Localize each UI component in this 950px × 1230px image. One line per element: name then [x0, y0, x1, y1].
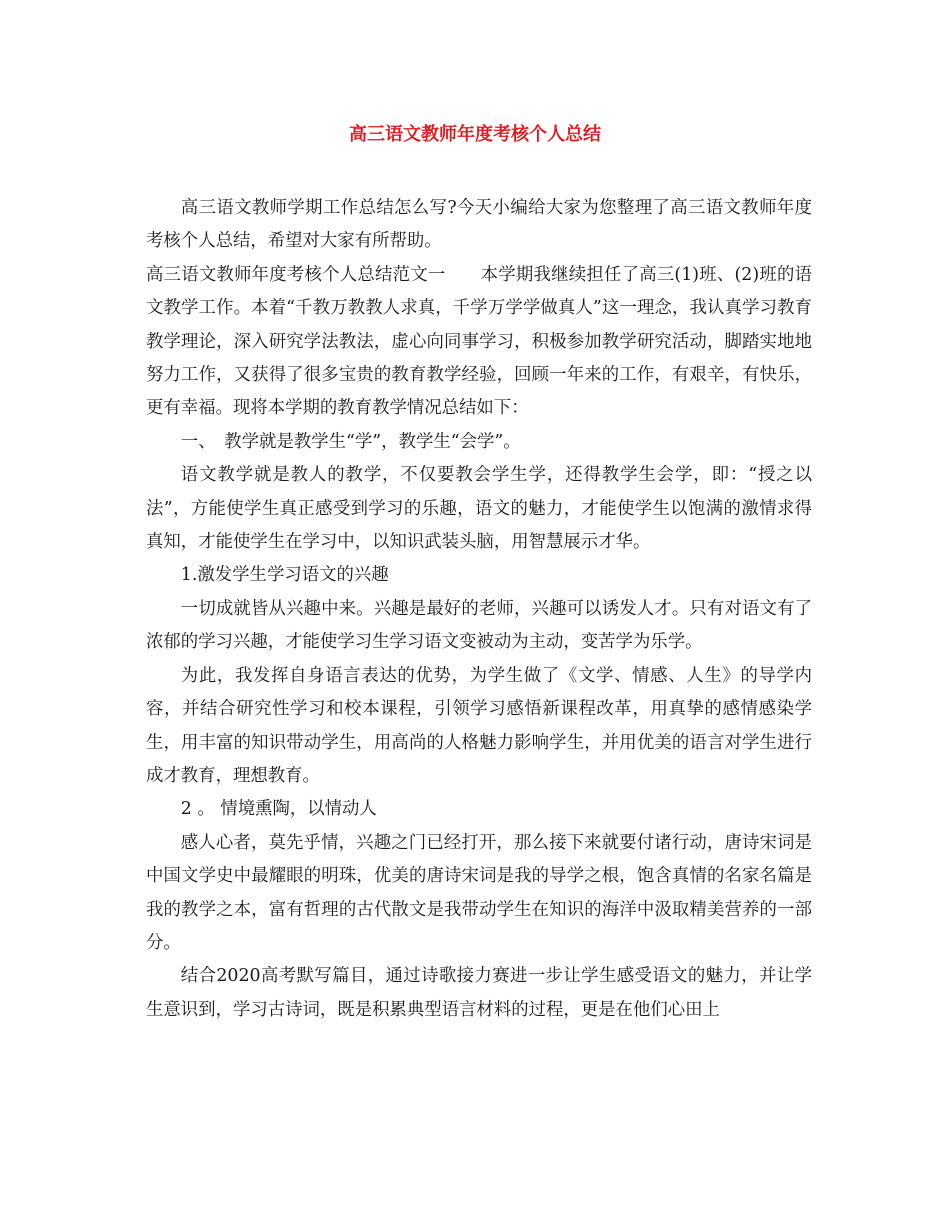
paragraph-sample-one: 高三语文教师年度考核个人总结范文一 本学期我继续担任了高三(1)班、(2)班的语文教学工作。本着“千教万教教人求真，千学万学学做真人”这一理念，我认真学习教育教学理论，深入研究学法教法，虚心向同事学习，积极参加教学研究活动，脚踏实地地努力工作，又获得了很多宝贵的教育教学经验，回顾一年来的工作，有艰辛，有快乐，更有幸福。现将本学期的教育教学情况总结如下：	[146, 264, 812, 419]
paragraph-intro: 高三语文教师学期工作总结怎么写?今天小编给大家为您整理了高三语文教师年度考核个人总结，希望对大家有所帮助。	[146, 198, 812, 252]
document-body	[146, 192, 812, 1027]
subheading-interest: 1.激发学生学习语文的兴趣	[180, 565, 389, 586]
document-title: 高三语文教师年度考核个人总结	[349, 124, 601, 145]
paragraph-poetry: 结合2020高考默写篇目，通过诗歌接力赛进一步让学生感受语文的魅力，并让学生意识到，学习古诗词，既是积累典型语言材料的过程，更是在他们心田上	[146, 966, 812, 1020]
paragraph-advantage: 为此，我发挥自身语言表达的优势，为学生做了《文学、情感、人生》的导学内容，并结合研究性学习和校本课程，引领学习感悟新课程改革，用真挚的感情感染学生，用丰富的知识带动学生，用高尚的人格魅力影响学生，并用优美的语言对学生进行成才教育，理想教育。	[146, 665, 812, 786]
paragraph-interest: 一切成就皆从兴趣中来。兴趣是最好的老师，兴趣可以诱发人才。只有对语文有了浓郁的学习兴趣，才能使学习生学习语文变被动为主动，变苦学为乐学。	[146, 598, 812, 653]
subheading-emotion: 2 。 情境熏陶，以情动人	[180, 799, 377, 820]
paragraph-teaching: 语文教学就是教人的教学，不仅要教会学生学，还得教学生会学，即：“授之以法”，方能使学生真正感受到学习的乐趣，语文的魅力，才能使学生以饱满的激情求得真知，才能使学生在学习中，以知识武装头脑，用智慧展示才华。	[146, 465, 812, 553]
paragraph-emotion: 感人心者，莫先乎情，兴趣之门已经打开，那么接下来就要付诸行动，唐诗宋词是中国文学史中最耀眼的明珠，优美的唐诗宋词是我的导学之根，饱含真情的名家名篇是我的教学之本，富有哲理的古代散文是我带动学生在知识的海洋中汲取精美营养的一部分。	[146, 832, 812, 953]
section-heading-one: 一、 教学就是教学生“学”，教学生“会学”。	[180, 431, 521, 452]
